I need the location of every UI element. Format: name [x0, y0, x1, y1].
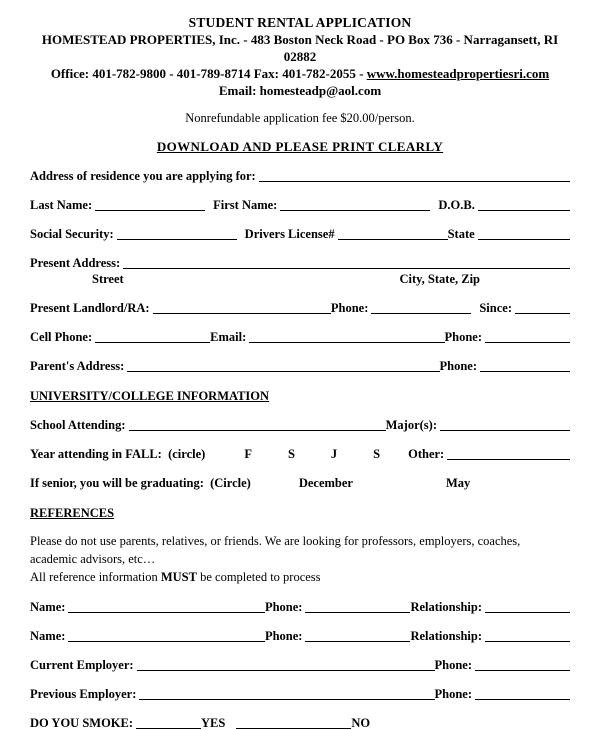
graduating-option-may: May: [445, 476, 471, 490]
major-label: Major(s):: [385, 418, 437, 432]
since-label: Since:: [479, 301, 512, 315]
dob-blank: [478, 199, 570, 211]
reference-row-1: [30, 599, 570, 615]
office-contact-line: [30, 65, 570, 82]
year-attending-label: Year attending in FALL: (circle): [30, 447, 206, 461]
parents-phone-blank: [480, 360, 570, 372]
reference-1-relationship-blank: [485, 601, 570, 613]
school-attending-blank: [129, 419, 386, 431]
last-name-label: Last Name:: [30, 198, 93, 212]
present-address-sublabels-row: [30, 271, 570, 287]
university-section-heading: [30, 388, 570, 404]
landlord-phone-blank: [371, 302, 471, 314]
graduating-label: If senior, you will be graduating: (Circle): [30, 476, 251, 490]
address-applying-row: [30, 168, 570, 184]
must-suffix-text: be completed to process: [196, 570, 321, 584]
office-phone-fax-text: Office: 401-782-9800 - 401-789-8714 Fax: 401-782-2055 -: [50, 66, 367, 81]
reference-2-phone-label: Phone:: [264, 629, 303, 643]
must-prefix-text: All reference information: [30, 570, 161, 584]
current-employer-label: Current Employer:: [30, 658, 134, 672]
reference-2-relationship-label: Relationship:: [410, 629, 482, 643]
previous-employer-label: Previous Employer:: [30, 687, 137, 701]
city-state-zip-sublabel: City, State, Zip: [399, 272, 480, 286]
address-applying-blank: [259, 170, 570, 182]
state-label: State: [447, 227, 475, 241]
application-form: [30, 168, 570, 730]
smoke-row: [30, 715, 570, 730]
present-address-blank: [123, 257, 570, 269]
parents-address-blank: [127, 360, 439, 372]
cell-phone-label: Cell Phone:: [30, 330, 93, 344]
social-security-label: Social Security:: [30, 227, 114, 241]
document-title: STUDENT RENTAL APPLICATION: [188, 15, 412, 30]
landlord-phone-label: Phone:: [330, 301, 369, 315]
cell-phone-blank: [95, 331, 210, 343]
current-employer-phone-label: Phone:: [434, 658, 472, 672]
cell-row-phone-label: Phone:: [444, 330, 482, 344]
cell-email-phone-row: [30, 329, 570, 345]
graduating-row: [30, 475, 570, 491]
print-clearly-heading: [30, 139, 570, 155]
smoke-yes-blank: [136, 717, 201, 729]
company-address-line: HOMESTEAD PROPERTIES, Inc. - 483 Boston Neck Road - PO Box 736 - Narragansett, RI 02882: [41, 32, 559, 64]
school-attending-row: [30, 417, 570, 433]
address-applying-label: Address of residence you are applying for:: [30, 169, 256, 183]
parents-address-row: [30, 358, 570, 374]
street-sublabel: Street: [92, 272, 124, 286]
print-clearly-heading-text: DOWNLOAD AND PLEASE PRINT CLEARLY: [156, 139, 444, 154]
smoke-yes-label: YES: [201, 716, 226, 730]
current-employer-blank: [137, 659, 435, 671]
major-blank: [440, 419, 570, 431]
dob-label: D.O.B.: [438, 198, 475, 212]
other-label: Other:: [408, 447, 445, 461]
must-word-text: MUST: [160, 570, 197, 584]
references-note: Please do not use parents, relatives, or friends. We are looking for professors, employers, coaches, academic advisors, etc…: [30, 534, 521, 566]
other-blank: [447, 448, 570, 460]
reference-row-2: [30, 628, 570, 644]
reference-2-name-blank: [68, 630, 265, 642]
university-section-heading-text: UNIVERSITY/COLLEGE INFORMATION: [30, 389, 270, 403]
parents-phone-label: Phone:: [439, 359, 477, 373]
parents-address-label: Parent's Address:: [30, 359, 125, 373]
reference-1-phone-label: Phone:: [264, 600, 303, 614]
landlord-blank: [153, 302, 331, 314]
ssn-license-state-row: [30, 226, 570, 242]
smoke-label: DO YOU SMOKE:: [30, 716, 134, 730]
previous-employer-phone-label: Phone:: [434, 687, 472, 701]
email-blank: [249, 331, 444, 343]
year-option-f: F: [244, 447, 252, 461]
reference-2-name-label: Name:: [30, 629, 66, 643]
email-label: Email:: [210, 330, 247, 344]
since-blank: [515, 302, 570, 314]
cell-row-phone-blank: [485, 331, 570, 343]
references-section-heading-text: REFERENCES: [30, 506, 115, 520]
website-link[interactable]: www.homesteadpropertiesri.com: [366, 66, 550, 81]
reference-1-name-blank: [68, 601, 265, 613]
smoke-no-label: NO: [351, 716, 371, 730]
drivers-license-blank: [338, 228, 448, 240]
name-dob-row: [30, 197, 570, 213]
reference-2-relationship-blank: [485, 630, 570, 642]
reference-2-phone-blank: [305, 630, 410, 642]
reference-1-phone-blank: [305, 601, 410, 613]
drivers-license-label: Drivers License#: [244, 227, 335, 241]
landlord-label: Present Landlord/RA:: [30, 301, 150, 315]
state-blank: [478, 228, 570, 240]
social-security-blank: [117, 228, 237, 240]
current-employer-phone-blank: [475, 659, 570, 671]
graduating-option-december: December: [298, 476, 353, 490]
year-option-s: S: [287, 447, 295, 461]
email-line: Email: homesteadp@aol.com: [218, 83, 382, 98]
present-address-row: [30, 255, 570, 271]
references-must-note: [30, 568, 570, 586]
year-option-sr: S: [373, 447, 381, 461]
year-option-j: J: [330, 447, 338, 461]
present-address-label: Present Address:: [30, 256, 121, 270]
smoke-no-blank: [236, 717, 351, 729]
school-attending-label: School Attending:: [30, 418, 126, 432]
previous-employer-row: [30, 686, 570, 702]
current-employer-row: [30, 657, 570, 673]
application-fee-note: Nonrefundable application fee $20.00/person.: [185, 111, 415, 125]
previous-employer-phone-blank: [475, 688, 570, 700]
year-attending-row: [30, 446, 570, 462]
first-name-label: First Name:: [213, 198, 278, 212]
previous-employer-blank: [139, 688, 434, 700]
reference-1-name-label: Name:: [30, 600, 66, 614]
landlord-row: [30, 300, 570, 316]
last-name-blank: [95, 199, 205, 211]
reference-1-relationship-label: Relationship:: [410, 600, 482, 614]
first-name-blank: [280, 199, 430, 211]
references-section-heading: [30, 505, 570, 521]
